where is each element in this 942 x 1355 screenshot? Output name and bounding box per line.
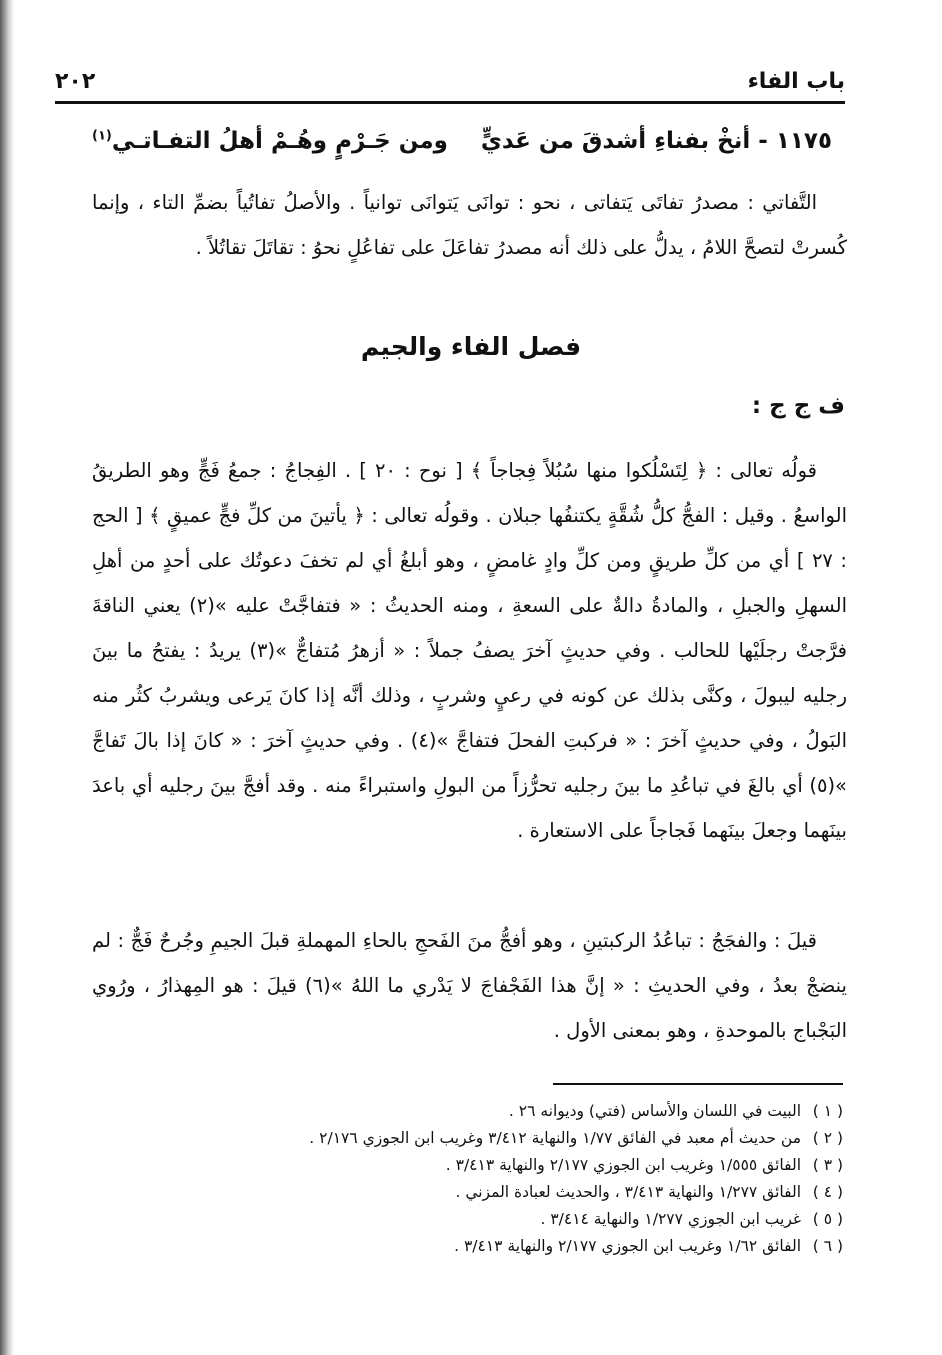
footnote-item	[98, 1125, 843, 1152]
footnote-text: الفائق ١/٢٧٧ والنهاية ٣/٤١٣ ، والحديث لعبادة المزني .	[455, 1183, 801, 1201]
footnote-number: ( ٥ )	[812, 1210, 843, 1228]
footnote-number: ( ٣ )	[812, 1156, 843, 1174]
footnote-item	[98, 1206, 843, 1233]
footnote-separator	[553, 1083, 843, 1085]
page-fold-shadow	[0, 0, 14, 1355]
poetry-verse	[92, 128, 832, 168]
footnote-marker: (١)	[92, 128, 112, 144]
verse-first-hemistich: ١١٧٥ - أنخْ بفناءِ أشدقَ من عَديٍّ	[480, 128, 832, 154]
footnote-text: غريب ابن الجوزي ١/٢٧٧ والنهاية ٣/٤١٤ .	[540, 1210, 801, 1228]
page-header	[55, 64, 845, 98]
footnote-number: ( ٤ )	[812, 1183, 843, 1201]
footnote-text: البيت في اللسان والأساس (فتي) وديوانه ٢٦ .	[508, 1102, 801, 1120]
verse-second-hemistich	[92, 128, 448, 154]
footnote-text: الفائق ١/٦٢ وغريب ابن الجوزي ٢/١٧٧ والنهاية ٣/٤١٣ .	[454, 1237, 801, 1255]
paragraph-fijaj: قولُه تعالى : ﴿ لِتَسْلُكوا منها سُبُلاً فِجاجاً ﴾ [ نوح : ٢٠ ] . الفِجاجُ : جمعُ فَجٍّ وهو الطريقُ الواسعُ . وقيل : الفجُّ كلُّ شُقَّةٍ يكتنفُها جبلان . وقولُه تعالى : ﴿ يأتينَ من كلِّ فجٍّ عميقٍ ﴾ [ الحج : ٢٧ ] أي من كلِّ طريقٍ ومن كلِّ وادٍ غامضٍ ، وهو أبلغُ أي لم تخفَ دعوتُك على أحدٍ من أهلِ السهلِ والجبلِ ، والمادةُ دالةٌ على السعةِ ، ومنه الحديثُ : « فتفاجَّتْ عليه »(٢) يعني الناقةَ فرَّجتْ رجلَيْها للحالب . وفي حديثٍ آخرَ يصفُ جملاً : « أزهرُ مُتفاجٌّ »(٣) يريدُ : يفتحُ ما بينَ رجليه ليبولَ ، وكنَّى بذلك عن كونه في رعيٍ وشربٍ ، وذلك أنَّه إذا كانَ يَرعى ويشربُ كثُر منه البَولُ ، وفي حديثٍ آخرَ : « فركبتِ الفحلَ فتفاجَّ »(٤) . وفي حديثٍ آخرَ : « كانَ إذا بالَ تَفاجَّ »(٥) أي بالغَ في تباعُدِ ما بينَ رجليه تحرُّزاً من البولِ واستبراءً منه . وقد أفجَّ بينَ رجليه أي باعدَ بينَهما وجعلَ بينَهما فَجاجاً على الاستعارة .	[92, 459, 848, 842]
footnote-text: من حديث أم معبد في الفائق ١/٧٧ والنهاية ٣/٤١٢ وغريب ابن الجوزي ٢/١٧٦ .	[309, 1129, 801, 1147]
footnote-item	[98, 1179, 843, 1206]
footnote-item	[98, 1152, 843, 1179]
footnote-number: ( ١ )	[812, 1102, 843, 1120]
chapter-title: باب الفاء	[747, 68, 845, 94]
section-title: فصل الفاء والجيم	[360, 332, 582, 361]
header-rule	[55, 101, 845, 104]
footnote-item	[98, 1233, 843, 1260]
root-heading: ف ج ج :	[751, 393, 845, 419]
footnotes-list	[98, 1098, 843, 1260]
paragraph-fajaj: قيلَ : والفجَجُ : تباعُدُ الركبتينِ ، وهو أفجُّ منَ الفَحجِ بالحاءِ المهملةِ قبلَ الجيمِ وجُرحٌ فَجٌّ : لم ينضجْ بعدُ ، وفي الحديثِ : « إنَّ هذا الفَجْفاجَ لا يَدْري ما اللهُ »(٦) قيلَ : هو المِهذارُ ، ورُوي البَجْباج بالموحدةِ ، وهو بمعنى الأول .	[92, 929, 847, 1042]
page-number: ٢٠٢	[55, 68, 96, 94]
footnote-number: ( ٦ )	[812, 1237, 843, 1255]
footnote-number: ( ٢ )	[812, 1129, 843, 1147]
verse-second-text: ومن جَـرْمٍ وهُـمْ أهلُ التفـاتـي	[111, 128, 448, 154]
footnote-text: الفائق ١/٥٥٥ وغريب ابن الجوزي ٢/١٧٧ والنهاية ٣/٤١٣ .	[445, 1156, 801, 1174]
footnote-item	[98, 1098, 843, 1125]
paragraph-tafati: التَّفاتي : مصدرُ تفاتَى يَتفاتى ، نحو : توانَى يَتوانَى توانياً . والأصلُ تفاتُياً بضمِّ التاء ، وإنما كُسرتْ لتصحَّ اللامُ ، يدلُّ على ذلك أنه مصدرُ تفاعَلَ على تفاعُلٍ نحوُ : تقاتَلَ تقاتُلاً .	[92, 191, 847, 259]
